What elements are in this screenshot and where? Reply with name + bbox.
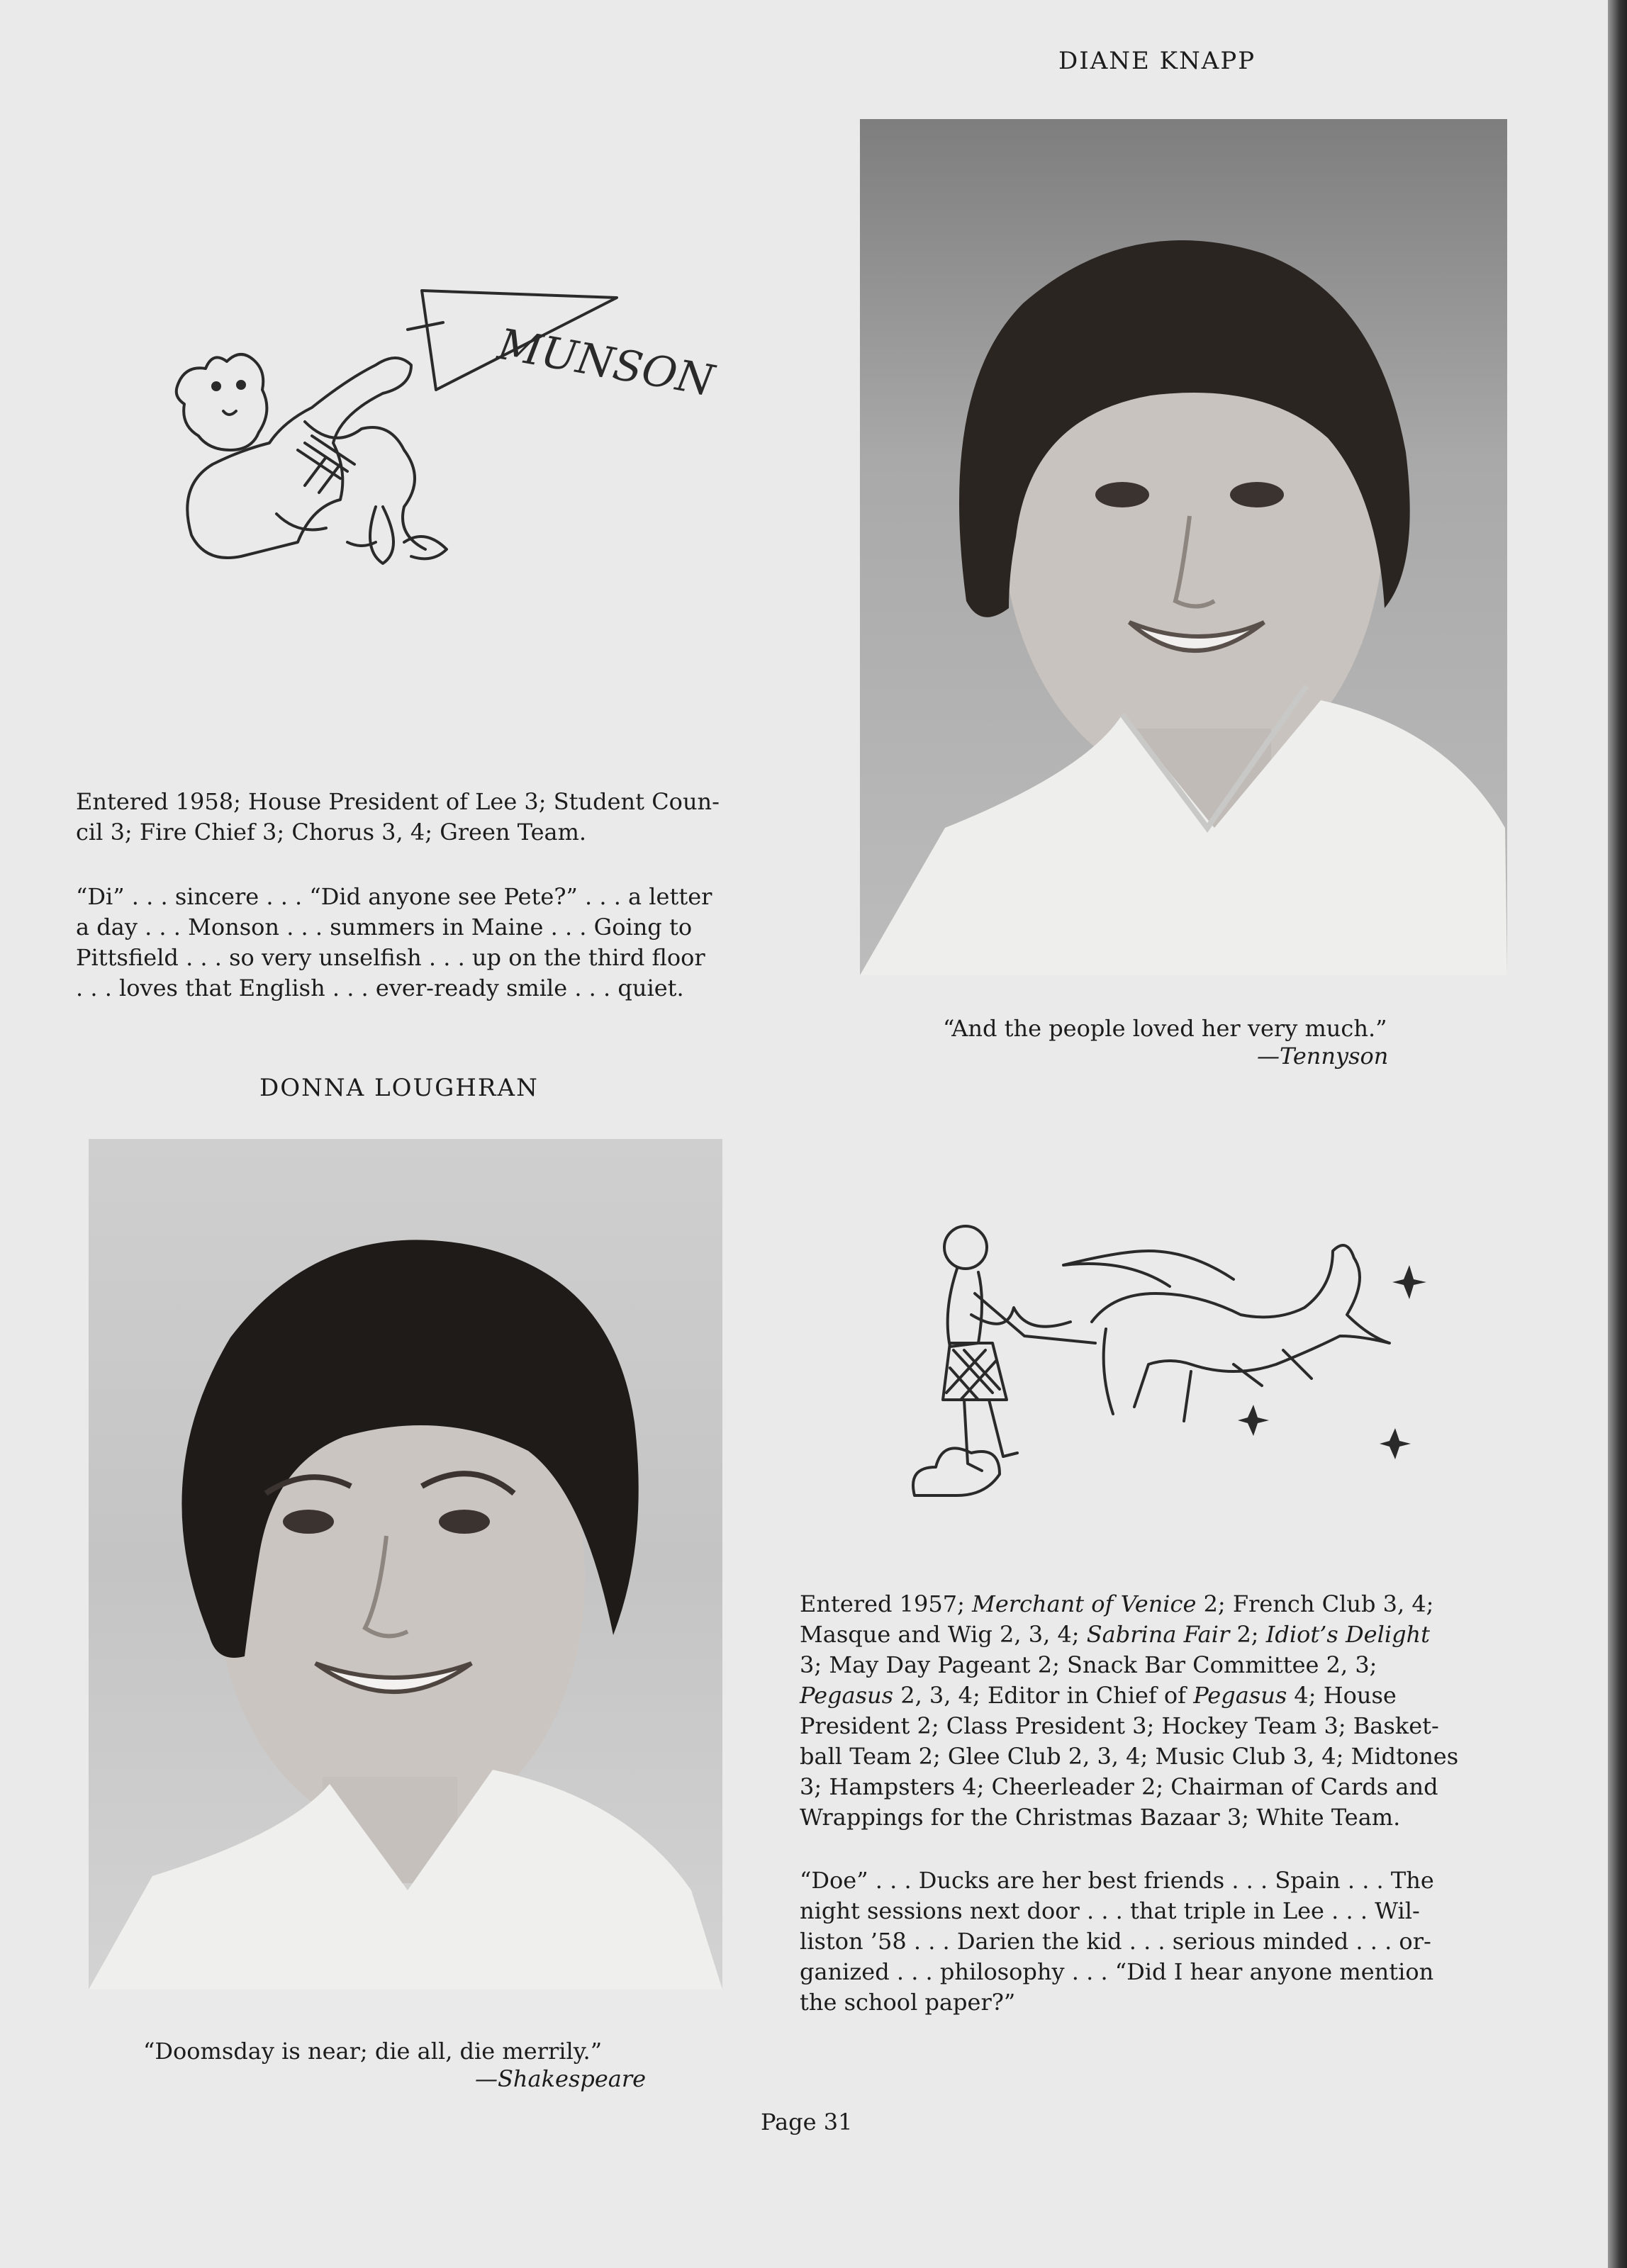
description-line: Pittsfield . . . so very unselfish . . . up on the third floor [76,944,705,971]
activities-line: cil 3; Fire Chief 3; Chorus 3, 4; Green Team. [76,819,587,846]
activities-diane [76,787,792,848]
description-line: night sessions next door . . . that triple in Lee . . . Wil- [800,1897,1420,1924]
portrait-photo-diane [860,119,1507,975]
description-donna [800,1865,1514,2018]
activities-line: Entered 1957; Merchant of Venice 2; French Club 3, 4; [800,1590,1434,1617]
quote-diane: “And the people loved her very much.” [943,1015,1387,1042]
activities-donna [800,1589,1514,1833]
activities-line: ball Team 2; Glee Club 2, 3, 4; Music Club 3, 4; Midtones [800,1743,1459,1770]
portrait-photo-donna [89,1139,722,1989]
pennant-text: MUNSON [494,319,718,407]
activities-line: Masque and Wig 2, 3, 4; Sabrina Fair 2; Idiot’s Delight [800,1621,1431,1648]
student-name-diane: DIANE KNAPP [1058,47,1256,75]
page-spine-edge [1608,0,1627,2268]
student-name-donna: DONNA LOUGHRAN [259,1074,539,1102]
quote-author-diane: —Tennyson [1257,1043,1389,1070]
activities-line: 3; May Day Pageant 2; Snack Bar Committee 2, 3; [800,1651,1377,1678]
description-line: “Doe” . . . Ducks are her best friends . . . Spain . . . The [800,1867,1434,1894]
girl-pegasus-drawing [900,1216,1467,1527]
quote-author-donna: —Shakespeare [475,2065,647,2092]
description-line: ganized . . . philosophy . . . “Did I hear anyone mention [800,1958,1434,1985]
description-line: . . . loves that English . . . ever-ready smile . . . quiet. [76,975,684,1001]
activities-line: Wrappings for the Christmas Bazaar 3; White Team. [800,1804,1401,1831]
description-line: a day . . . Monson . . . summers in Maine . . . Going to [76,914,693,941]
description-line: the school paper?” [800,1989,1016,2016]
description-diane [76,882,792,1004]
dog-pennant-drawing [163,280,718,592]
activities-line: 3; Hampsters 4; Cheerleader 2; Chairman of Cards and [800,1773,1438,1800]
description-line: liston ’58 . . . Darien the kid . . . serious minded . . . or- [800,1928,1431,1955]
activities-line: President 2; Class President 3; Hockey Team 3; Basket- [800,1712,1439,1739]
activities-line: Entered 1958; House President of Lee 3; Student Coun- [76,788,720,815]
activities-line: Pegasus 2, 3, 4; Editor in Chief of Pegasus 4; House [800,1682,1397,1709]
quote-donna: “Doomsday is near; die all, die merrily.” [143,2038,603,2065]
description-line: “Di” . . . sincere . . . “Did anyone see Pete?” . . . a letter [76,883,712,910]
page-number: Page 31 [761,2109,853,2135]
